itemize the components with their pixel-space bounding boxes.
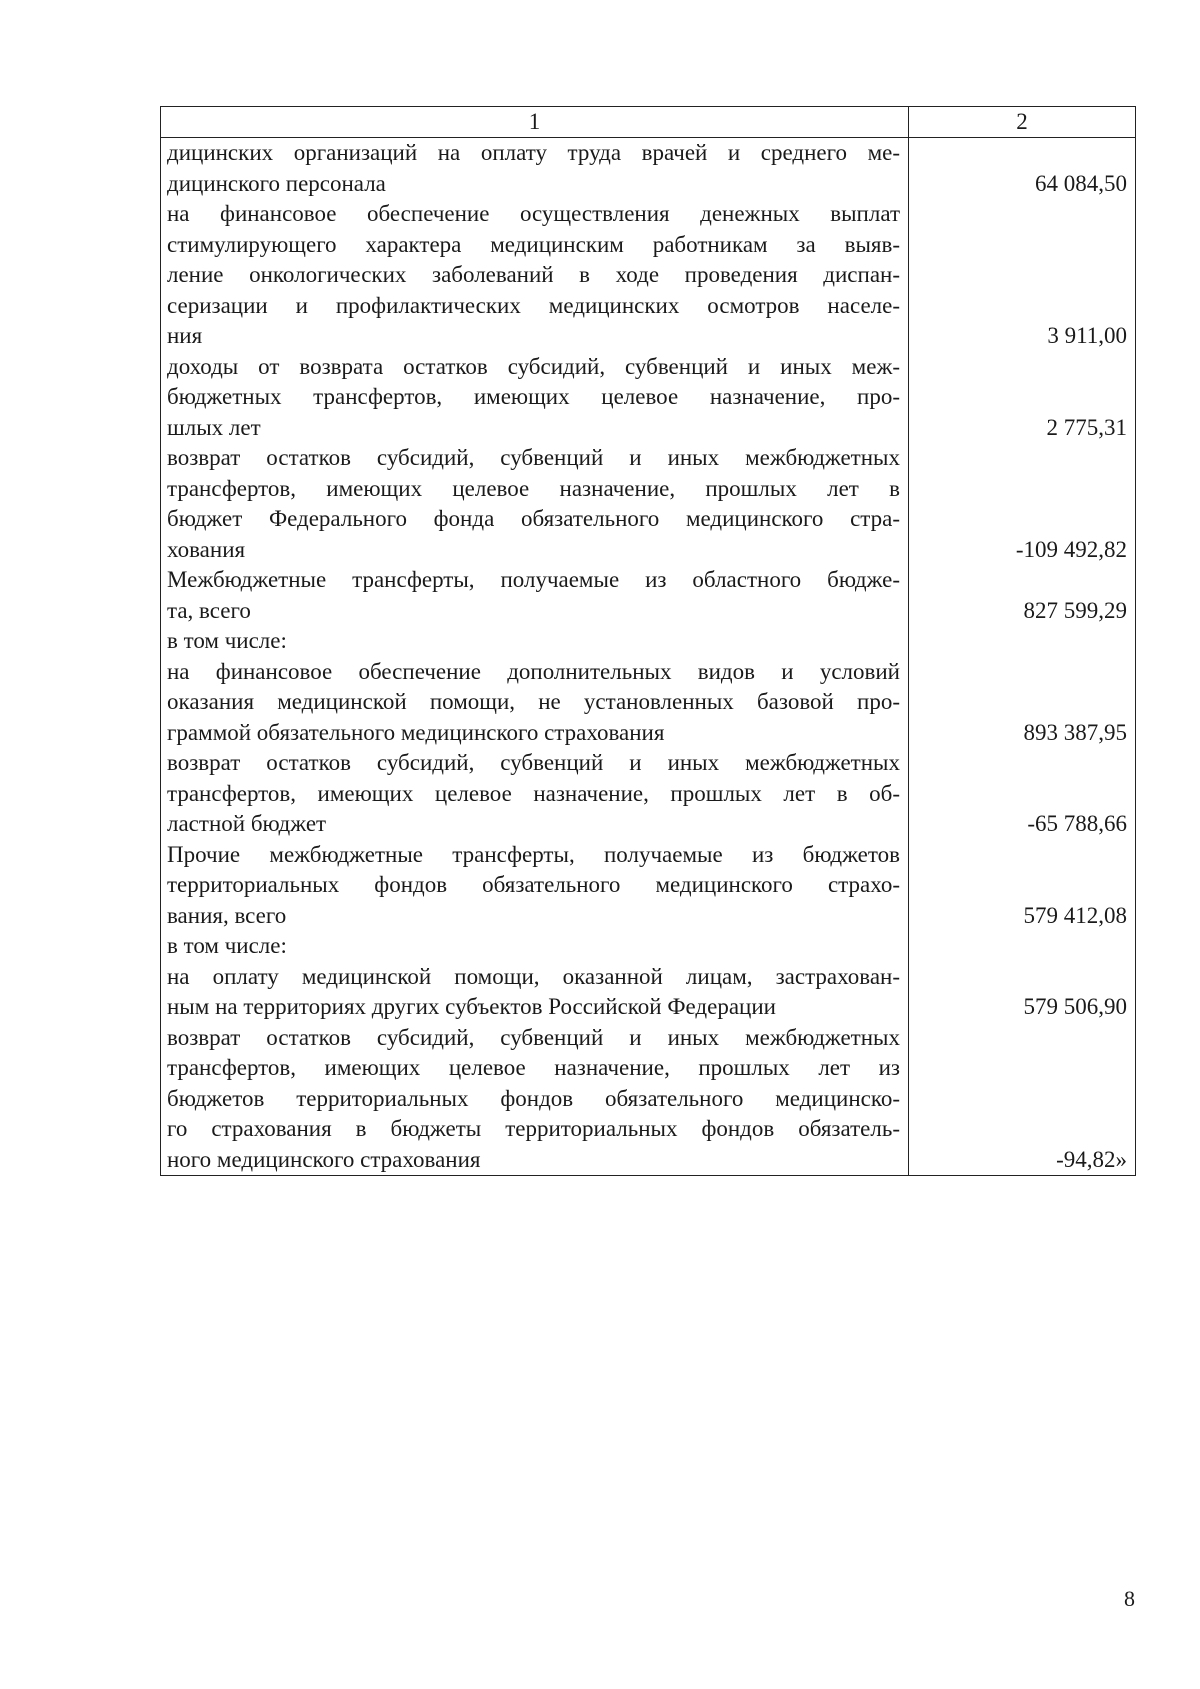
amount-value: -65 788,66 bbox=[1027, 811, 1127, 836]
amount-value bbox=[913, 138, 1127, 169]
description-line: шлых лет bbox=[167, 414, 261, 440]
amount-value bbox=[913, 291, 1127, 322]
description-line: ного медицинского страхования bbox=[167, 1146, 481, 1172]
description-line: дицинских организаций на оплату труда врачей и среднего ме- bbox=[167, 140, 900, 165]
description-line: возврат остатков субсидий, субвенций и иных межбюджетных bbox=[167, 445, 900, 470]
amount-value bbox=[913, 352, 1127, 383]
amount-value bbox=[913, 1053, 1127, 1084]
amount-value bbox=[913, 687, 1127, 718]
description-line: трансфертов, имеющих целевое назначение, прошлых лет из bbox=[167, 1055, 900, 1080]
description-line: доходы от возврата остатков субсидий, субвенций и иных меж- bbox=[167, 353, 900, 379]
amount-value bbox=[913, 1023, 1127, 1054]
amount-value bbox=[913, 626, 1127, 657]
amount-value: -109 492,82 bbox=[1015, 536, 1127, 562]
description-line: вания, всего bbox=[167, 902, 287, 928]
description-line: ния bbox=[167, 323, 203, 348]
budget-table bbox=[160, 106, 1136, 1176]
description-line: бюджетов территориальных фондов обязательного медицинско- bbox=[167, 1085, 900, 1111]
description-line: возврат остатков субсидий, субвенций и иных межбюджетных bbox=[167, 1024, 900, 1050]
description-line: дицинского персонала bbox=[167, 170, 386, 196]
amount-value bbox=[913, 565, 1127, 596]
description-line: трансфертов, имеющих целевое назначение, прошлых лет в об- bbox=[167, 780, 900, 806]
description-line: Межбюджетные трансферты, получаемые из областного бюдже- bbox=[167, 567, 900, 592]
description-line: на оплату медицинской помощи, оказанной лицам, застрахован- bbox=[167, 963, 900, 989]
amount-value: 2 775,31 bbox=[1046, 414, 1127, 440]
description-line: оказания медицинской помощи, не установленных базовой про- bbox=[167, 689, 900, 714]
description-line: в том числе: bbox=[167, 628, 287, 653]
amount-value bbox=[913, 443, 1127, 474]
description-line: на финансовое обеспечение дополнительных видов и условий bbox=[167, 658, 900, 684]
amount-value bbox=[913, 840, 1127, 871]
description-line: ление онкологических заболеваний в ходе проведения диспан- bbox=[167, 262, 900, 287]
body-row bbox=[161, 138, 1136, 1176]
amount-cell bbox=[909, 138, 1136, 1176]
description-cell bbox=[161, 138, 909, 1176]
page-number: 8 bbox=[1124, 1586, 1135, 1611]
amount-value bbox=[913, 504, 1127, 535]
amount-value: -94,82» bbox=[1056, 1146, 1127, 1172]
amount-value: 827 599,29 bbox=[1023, 597, 1127, 623]
description-line: территориальных фондов обязательного медицинского страхо- bbox=[167, 872, 900, 897]
description-line: трансфертов, имеющих целевое назначение, прошлых лет в bbox=[167, 475, 900, 501]
amount-value bbox=[913, 474, 1127, 505]
amount-value: 893 387,95 bbox=[1023, 719, 1127, 745]
amount-value: 64 084,50 bbox=[1035, 170, 1127, 196]
amount-value: 579 506,90 bbox=[1023, 994, 1127, 1019]
header-row bbox=[161, 107, 1136, 138]
description-line: хования bbox=[167, 536, 246, 562]
description-line: возврат остатков субсидий, субвенций и иных межбюджетных bbox=[167, 750, 900, 775]
description-line: стимулирующего характера медицинским работникам за выяв- bbox=[167, 231, 900, 257]
amount-value bbox=[913, 748, 1127, 779]
amount-value bbox=[913, 260, 1127, 291]
description-line: бюджет Федерального фонда обязательного медицинского стра- bbox=[167, 506, 900, 531]
amount-value bbox=[913, 962, 1127, 993]
description-line: бюджетных трансфертов, имеющих целевое назначение, про- bbox=[167, 384, 900, 409]
amount-value bbox=[913, 230, 1127, 261]
description-line: граммой обязательного медицинского страхования bbox=[167, 719, 665, 745]
amount-value bbox=[913, 1084, 1127, 1115]
description-line: в том числе: bbox=[167, 933, 287, 958]
amount-value bbox=[913, 199, 1127, 230]
amount-value: 579 412,08 bbox=[1023, 902, 1127, 928]
amount-value bbox=[913, 657, 1127, 688]
description-line: на финансовое обеспечение осуществления денежных выплат bbox=[167, 201, 900, 226]
description-line: та, всего bbox=[167, 597, 251, 623]
amount-value bbox=[913, 382, 1127, 413]
amount-value bbox=[913, 1114, 1127, 1145]
amount-value bbox=[913, 779, 1127, 810]
description-line: серизации и профилактических медицинских осмотров населе- bbox=[167, 292, 900, 318]
description-line: ным на территориях других субъектов Российской Федерации bbox=[167, 994, 776, 1019]
column-header-2: 2 bbox=[909, 107, 1136, 138]
description-line: го страхования в бюджеты территориальных фондов обязатель- bbox=[167, 1116, 900, 1141]
column-header-1: 1 bbox=[161, 107, 909, 138]
description-line: ластной бюджет bbox=[167, 811, 327, 836]
description-line: Прочие межбюджетные трансферты, получаемые из бюджетов bbox=[167, 841, 900, 867]
amount-value bbox=[913, 931, 1127, 962]
amount-value bbox=[913, 870, 1127, 901]
amount-value: 3 911,00 bbox=[1047, 323, 1127, 348]
